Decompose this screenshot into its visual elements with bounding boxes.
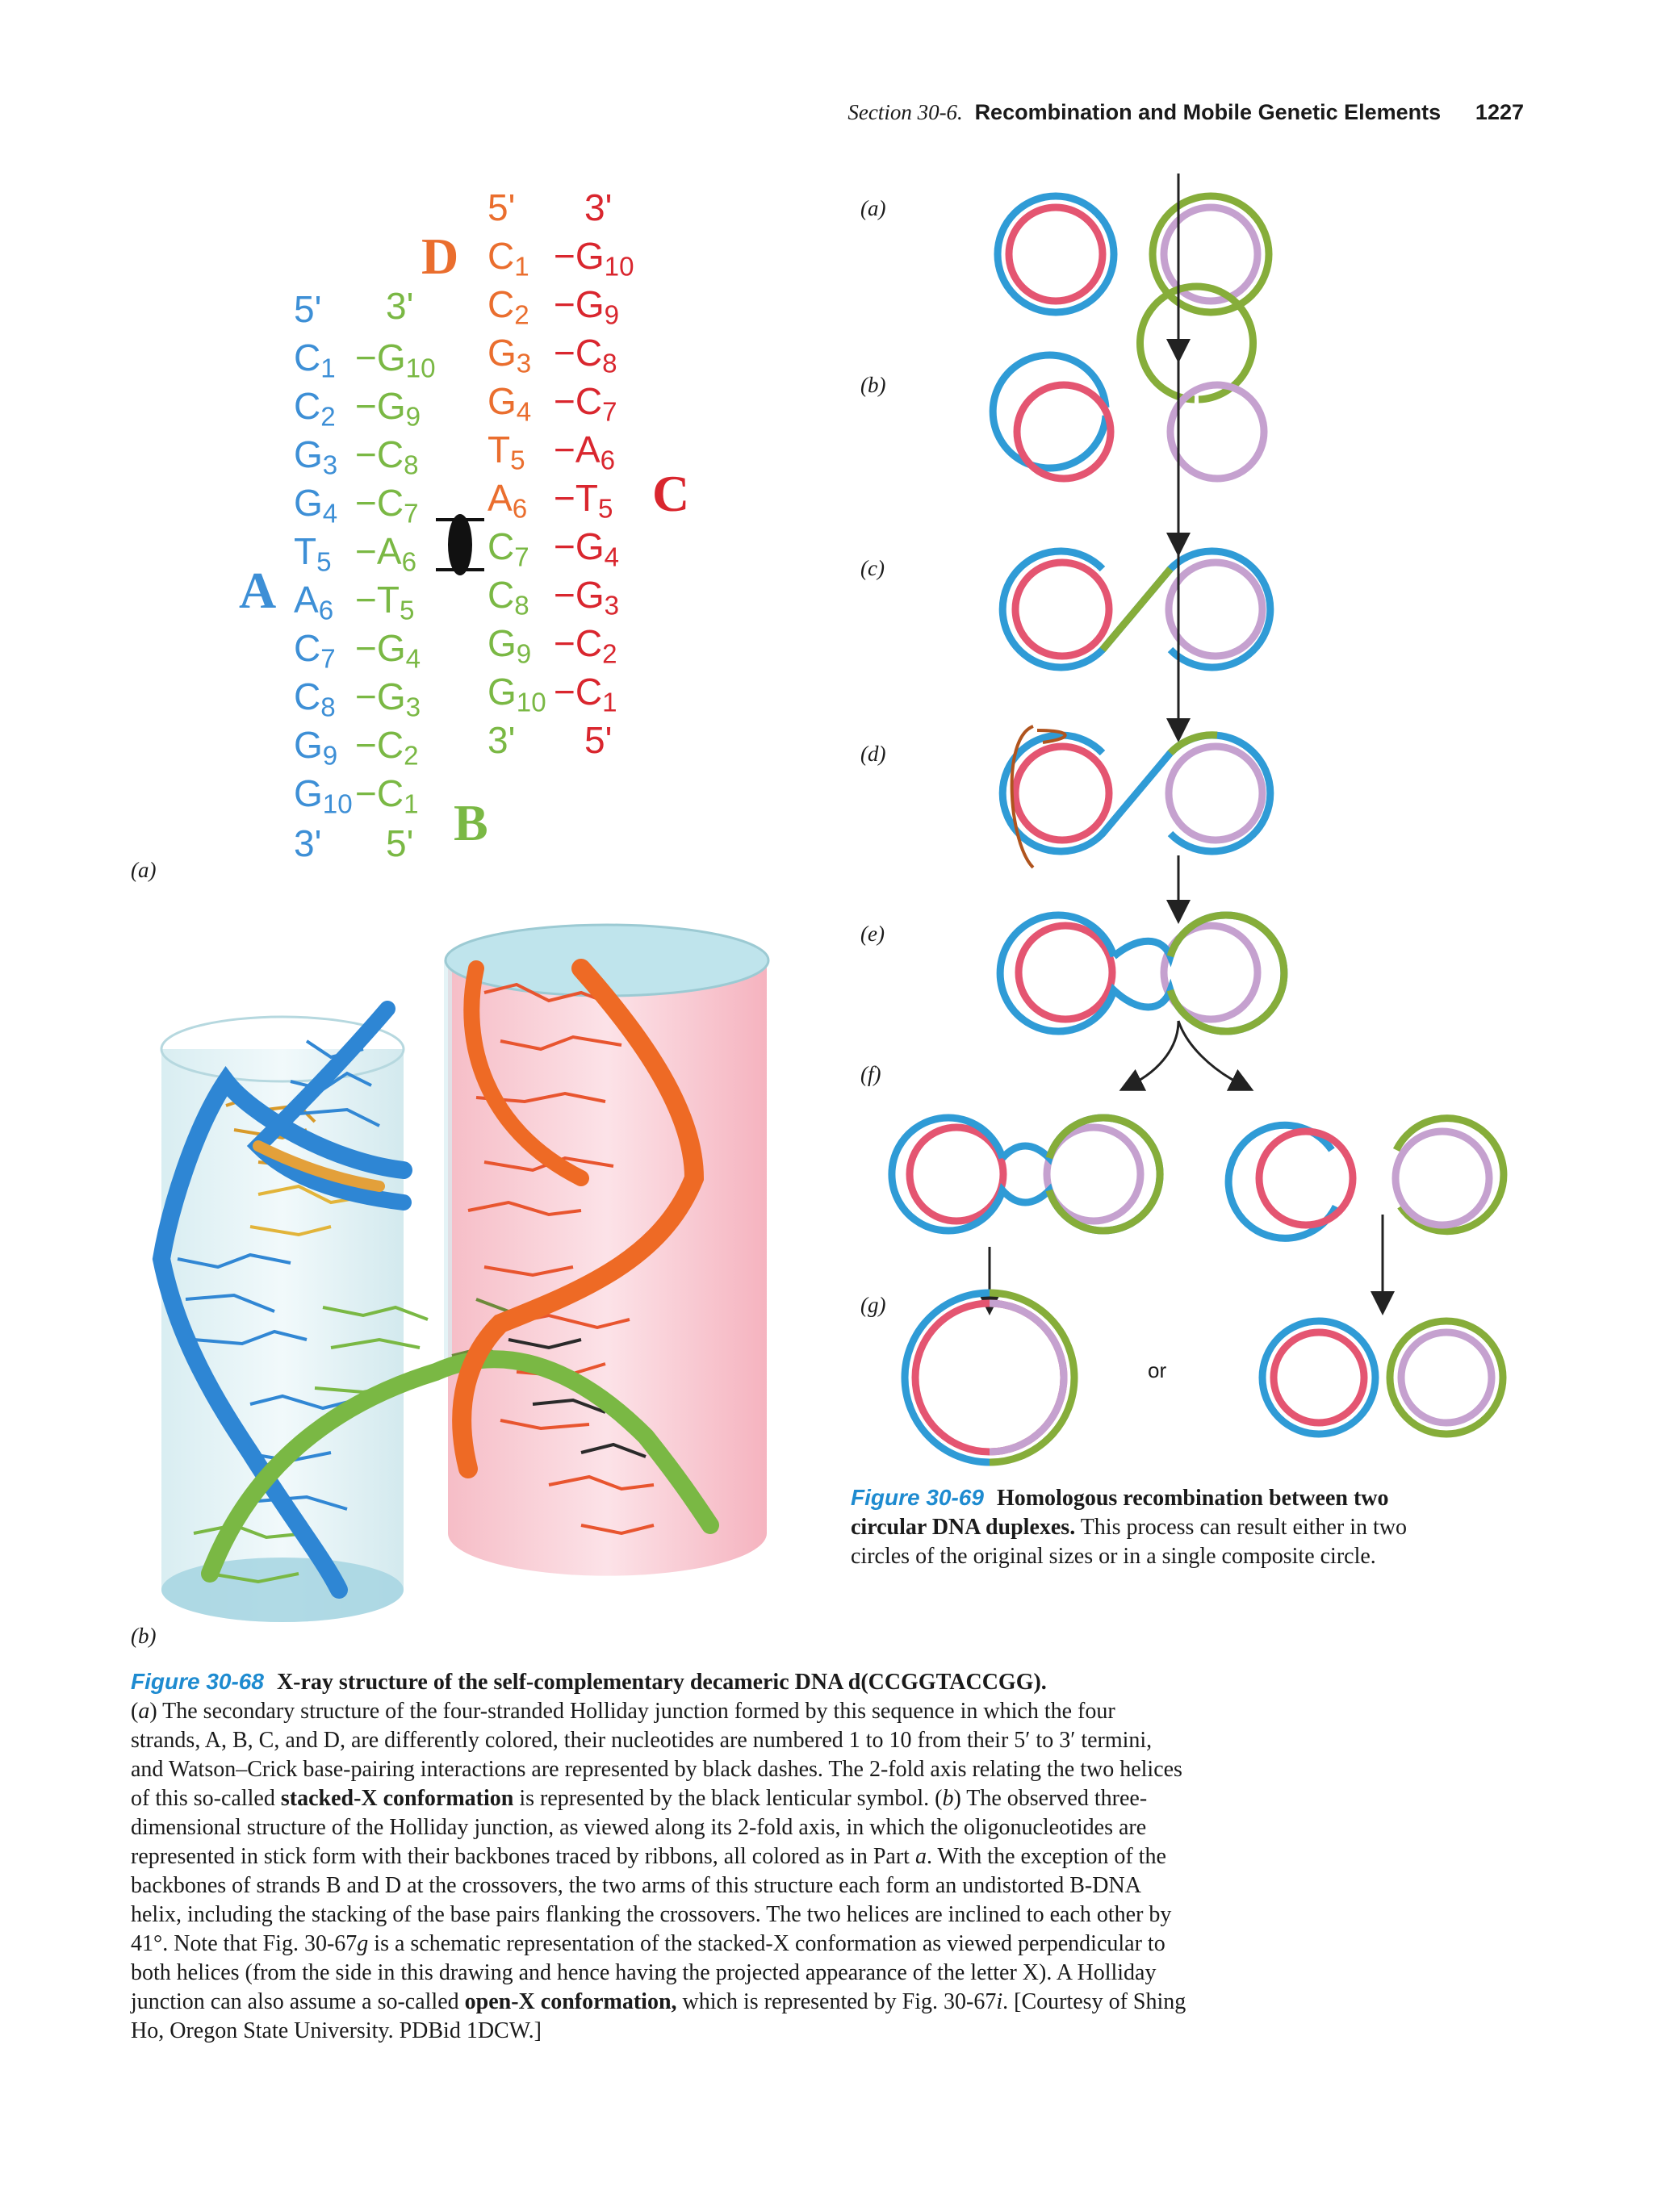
strand-b-n7: $C_7$	[488, 525, 529, 573]
fig68-label-b: (b)	[131, 1624, 157, 1648]
fig68-label-a: (a)	[131, 858, 157, 882]
fig69-diagram	[831, 174, 1558, 1481]
strand-letter-b: B	[454, 794, 488, 851]
fig69-label-b: (b)	[860, 373, 886, 397]
fig69-label-a: (a)	[860, 196, 886, 220]
fig69-caption	[851, 1483, 1464, 1571]
strand-c-n8: $-C_8$	[554, 332, 617, 379]
strand-b-n4-pair: $-G_4$	[355, 627, 421, 675]
strand-c-n9: $-G_9$	[554, 283, 620, 331]
fig69-or-label: or	[1148, 1358, 1167, 1382]
strand-d-n6: $A_6$	[488, 477, 528, 525]
strand-c-3prime: 3'	[584, 186, 613, 228]
strand-d-n2: $C_2$	[488, 283, 529, 331]
strand-c-n10: $-G_{10}$	[554, 235, 634, 282]
strand-b-3prime: 3'	[386, 285, 414, 327]
strand-d-n5: $T_5$	[488, 429, 525, 476]
strand-b-n10: $G_{10}$	[488, 671, 546, 718]
strand-d-5prime: 5'	[488, 186, 516, 228]
strand-b-n6-pair: $-A_6$	[355, 530, 416, 578]
fig68-panel-a	[0, 0, 807, 920]
strand-b-n3-pair: $-G_3$	[355, 675, 421, 723]
strand-c-n2: $-C_2$	[554, 622, 617, 670]
strand-b-n5-pair: $-T_5$	[355, 579, 415, 626]
twofold-axis-symbol	[436, 500, 484, 589]
strand-c-5prime-end: 5'	[584, 719, 613, 761]
strand-c-n3: $-G_3$	[554, 574, 620, 621]
fig69-label-f: (f)	[860, 1062, 881, 1086]
strand-a-n6: $A_6$	[294, 579, 334, 626]
fig68-caption-label: Figure 30-68	[131, 1669, 264, 1694]
holliday-junction-3d-render	[129, 920, 807, 1630]
fig69-caption-label: Figure 30-69	[851, 1485, 984, 1510]
strand-a-5prime: 5'	[294, 288, 322, 330]
fig69-label-d: (d)	[860, 742, 886, 766]
strand-letter-a: A	[239, 562, 277, 619]
strand-b-n9: $G_9$	[488, 622, 532, 670]
strand-a-n2: $C_2$	[294, 385, 336, 433]
strand-b-n9-pair: $-G_9$	[355, 385, 421, 433]
strand-a-n8: $C_8$	[294, 675, 336, 723]
strand-d-n4: $G_4$	[488, 380, 532, 428]
fig68-caption-title: X-ray structure of the self-complementary decameric DNA d(CCGGTACCGG).	[276, 1670, 1047, 1695]
fig69-label-g: (g)	[860, 1293, 886, 1317]
strand-b-n10-pair: $-G_{10}$	[355, 337, 436, 384]
strand-a-n5: $T_5$	[294, 530, 332, 578]
strand-a-n4: $G_4$	[294, 482, 338, 529]
strand-c-n1: $-C_1$	[554, 671, 617, 718]
running-header	[847, 100, 1524, 125]
fig68-caption-part-b: ) The observed three-dimensional structure of the Holliday junction, as viewed along its 2-fold axis, in which the oligonucleotides are represented in stick form with their backbones traced by ribbons, all colored as in Part	[131, 1786, 1148, 1869]
strand-c-n6: $-A_6$	[554, 429, 615, 476]
strand-a-n9: $G_9$	[294, 724, 338, 771]
header-section: Section 30-6.	[847, 100, 963, 124]
fig68-caption-part-a: ) The secondary structure of the four-stranded Holliday junction formed by this sequence in which the four strands, A, B, C, and D, are differently colored, their nucleotides are numbered 1 to 10 from their 5′ to 3′ termini, and Watson–Crick base-pairing interactions are represented by black dashes. The 2-fold axis relating the two helices of this so-called	[131, 1699, 1182, 1811]
strand-b-5prime: 5'	[386, 822, 414, 864]
recombination-schematic	[831, 174, 1558, 1481]
strand-a-3prime: 3'	[294, 822, 322, 864]
fig69-caption-text: This process can result either in two circles of the original sizes or in a single composite circle.	[851, 1515, 1408, 1569]
fig68-caption-bold-stacked: stacked-X conformation	[280, 1786, 514, 1811]
fig68-caption-bold-open: open-X conformation,	[464, 1989, 677, 2014]
fig68-panel-b	[129, 920, 807, 1646]
strand-b-n8: $C_8$	[488, 574, 529, 621]
strand-a-n3: $G_3$	[294, 433, 338, 481]
fig69-caption-title: Homologous recombination between two circular DNA duplexes.	[851, 1486, 1389, 1540]
strand-c-n4: $-G_4$	[554, 525, 620, 573]
strand-letter-d: D	[421, 228, 459, 285]
strand-a-n7: $C_7$	[294, 627, 336, 675]
fig69-label-e: (e)	[860, 922, 885, 946]
strand-c-n7: $-C_7$	[554, 380, 617, 428]
strand-b-n7-pair: $-C_7$	[355, 482, 419, 529]
strand-d-n1: $C_1$	[488, 235, 529, 282]
strand-b-n2-pair: $-C_2$	[355, 724, 419, 771]
strand-a-n10: $G_{10}$	[294, 772, 353, 820]
strand-d-n3: $G_3$	[488, 332, 532, 379]
header-title: Recombination and Mobile Genetic Elements	[974, 100, 1442, 124]
strand-b-n1-pair: $-C_1$	[355, 772, 419, 820]
fig68-caption: Figure 30-68 X-ray structure of the self-complementary decameric DNA d(CCGGTACCGG). (a) The secondary structure of the four-stranded Holliday junction formed by this sequence in which the four strands, A, B, C, and D, are differently colored, their nucleotides are numbered 1 to 10 from their 5′ to 3′ termini, and Watson–Crick base-pairing interactions are represented by black dashes. The 2-fold axis relating the two helices of this so-called stacked-X conformation is represented by the black lenticular symbol. (b) The observed three-dimensional structure of the Holliday junction, as viewed along its 2-fold axis, in which the oligonucleotides are represented in stick form with their backbones traced by ribbons, all colored as in Part a. With the exception of the backbones of strands B and D at the crossovers, the two arms of this structure each form an undistorted B-DNA helix, including the stacking of the base pairs flanking the crossovers. The two helices are inclined to each other by 41°. Note that Fig. 30-67g is a schematic representation of the stacked-X conformation as viewed perpendicular to both helices (from the side in this drawing and hence having the projected appearance of the letter X). A Holliday junction can also assume a so-called open-X conformation, which is represented by Fig. 30-67i. [Courtesy of Shing Ho, Oregon State University. PDBid 1DCW.]	[131, 1669, 1186, 2043]
strand-b-n8-pair: $-C_8$	[355, 433, 419, 481]
strand-b-3prime-end: 3'	[488, 719, 516, 761]
page-number: 1227	[1475, 100, 1524, 124]
fig69-label-c: (c)	[860, 556, 885, 580]
strand-a-n1: $C_1$	[294, 337, 336, 384]
strand-letter-c: C	[652, 465, 690, 522]
strand-c-n5: $-T_5$	[554, 477, 613, 525]
